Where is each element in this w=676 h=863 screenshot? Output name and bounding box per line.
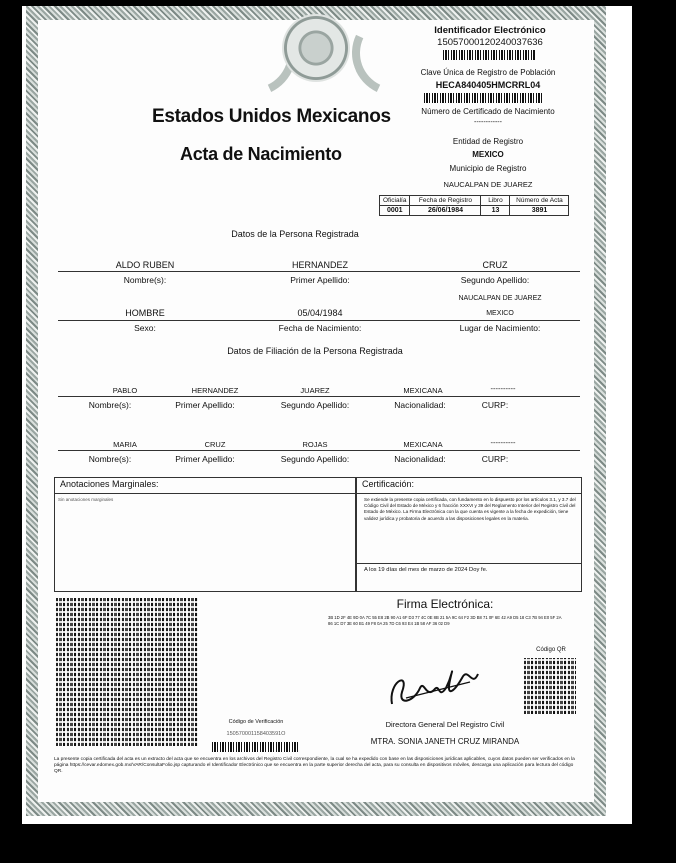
annotations-title: Anotaciones Marginales: — [60, 479, 159, 489]
birth-place-state: MEXICO — [486, 310, 514, 317]
verification-qr-code — [56, 598, 198, 746]
divider — [356, 563, 581, 564]
country-title: Estados Unidos Mexicanos — [152, 106, 391, 127]
verification-barcode — [212, 742, 298, 752]
parent2-name-label: Nombre(s): — [88, 454, 132, 464]
entity-label: Entidad de Registro — [452, 137, 524, 146]
qr-label: Código QR — [536, 647, 566, 653]
municipality-value: NAUCALPAN DE JUAREZ — [443, 180, 533, 189]
divider — [58, 271, 580, 272]
filiation-section-title: Datos de Filiación de la Persona Registrada — [227, 346, 403, 356]
footer-text: La presente copia certificada del acta es un extracto del acta que se encuentra en los archivos del Registro Civil correspondiente, la cual se ha expedido con base en las disposiciones jurídicas aplicables, cuyos datos pueden ser verificados en la página https://cevar.edomex.gob.mx/VAR/ConsultaFolio.jsp capturando el Identificador Electrónico que se encuentra en la parte superior derecha del acta, para su consulta en dispositivos móviles, descarga una aplicación para lectura del código QR. — [54, 757, 575, 775]
parent2-name: MARIA — [113, 440, 137, 449]
parent1-name-label: Nombre(s): — [88, 400, 132, 410]
divider — [58, 396, 580, 397]
divider — [58, 320, 580, 321]
national-seal-icon — [282, 14, 350, 82]
parent1-first-surname: HERNANDEZ — [191, 386, 239, 395]
person-sex: HOMBRE — [125, 308, 165, 318]
parent1-name: PABLO — [112, 386, 138, 395]
certification-title: Certificación: — [362, 479, 415, 489]
first-surname-label: Primer Apellido: — [290, 275, 350, 285]
registry-table — [379, 195, 569, 216]
signature-image — [380, 652, 500, 712]
second-surname-label: Segundo Apellido: — [460, 275, 530, 285]
person-second-surname: CRUZ — [482, 260, 508, 270]
name-label: Nombre(s): — [123, 275, 167, 285]
entity-value: MEXICO — [472, 150, 504, 159]
verification-label: Código de Verificación — [228, 719, 284, 725]
registry-value: 3891 — [510, 206, 569, 216]
person-section-title: Datos de la Persona Registrada — [231, 229, 359, 239]
parent1-curp-label: CURP: — [481, 400, 509, 410]
parent1-curp: ---------- — [490, 384, 516, 393]
parent2-second-surname: ROJAS — [302, 440, 328, 449]
parent2-nationality-label: Nacionalidad: — [394, 454, 446, 464]
person-name: ALDO RUBEN — [115, 260, 175, 270]
parent2-nationality: MEXICANA — [403, 440, 443, 449]
signer-title: Directora General Del Registro Civil — [385, 720, 505, 729]
parent2-first-label: Primer Apellido: — [175, 454, 235, 464]
certification-date: A los 19 días del mes de marzo de 2024 Doy fe. — [364, 567, 488, 573]
curp-value: HECA840405HMCRRL04 — [435, 80, 541, 90]
signature-title: Firma Electrónica: — [396, 597, 494, 611]
registry-header: Libro — [481, 196, 510, 206]
divider — [356, 493, 581, 494]
registry-header: Fecha de Registro — [410, 196, 481, 206]
curp-barcode — [424, 93, 544, 103]
annotations-box — [54, 477, 356, 592]
parent2-second-label: Segundo Apellido: — [280, 454, 350, 464]
id-barcode — [443, 50, 535, 60]
annotations-content: Sin anotaciones marginales — [58, 497, 114, 502]
parent1-nationality-label: Nacionalidad: — [394, 400, 446, 410]
signer-name: MTRA. SONIA JANETH CRUZ MIRANDA — [370, 737, 520, 746]
verification-value: 150570001158403591O — [226, 731, 286, 737]
divider — [58, 450, 580, 451]
parent1-second-label: Segundo Apellido: — [280, 400, 350, 410]
signature-qr-code — [524, 658, 576, 714]
registry-value: 0001 — [380, 206, 410, 216]
municipality-label: Municipio de Registro — [449, 164, 527, 173]
parent1-second-surname: JUAREZ — [300, 386, 330, 395]
registry-header: Número de Acta — [510, 196, 569, 206]
certification-text: Se extiende la presente copia certificada, con fundamento en lo dispuesto por los artículos 3.1, y 3.7 del Código Civil del Estado de México y 6 fracción XXXVI y 39 del Reglamento Interior del Registro Civil del Estado de México. La Firma Electrónica con la que cuenta es vigente a la fecha de expedición, tiene validez jurídica y probatoria de acuerdo a las disposiciones legales en la materia. — [364, 497, 576, 521]
person-birth-date: 05/04/1984 — [297, 308, 343, 318]
id-value: 15057000120240037636 — [437, 37, 543, 48]
registry-value: 13 — [481, 206, 510, 216]
registry-header: Oficialía — [380, 196, 410, 206]
cert-value: ------------ — [474, 119, 502, 126]
certification-box — [356, 477, 582, 592]
birth-place-municipality: NAUCALPAN DE JUAREZ — [458, 295, 542, 302]
parent1-first-label: Primer Apellido: — [175, 400, 235, 410]
cert-label: Número de Certificado de Nacimiento — [421, 107, 555, 116]
sex-label: Sexo: — [134, 323, 156, 333]
divider — [54, 493, 355, 494]
registry-value: 26/06/1984 — [410, 206, 481, 216]
birth-date-label: Fecha de Nacimiento: — [278, 323, 362, 333]
parent2-curp-label: CURP: — [481, 454, 509, 464]
document-title: Acta de Nacimiento — [180, 144, 342, 164]
id-label: Identificador Electrónico — [434, 25, 546, 36]
parent2-curp: ---------- — [490, 438, 516, 447]
curp-label: Clave Única de Registro de Población — [420, 68, 556, 77]
parent1-nationality: MEXICANA — [403, 386, 443, 395]
signature-hash: 3B 1D 2F 4E 9D 0A 7C 55 E8 2B 90 A1 6F D3 77 4C 0E 8B 21 5A 9C 64 F2 3D B8 71 0F 6E 42 A9 D5 18 C3 7B 94 E0 5F 2A 86 1C D7 3E 60 B1 49 F8 0A 25 7D C6 93 E4 1B 58 AF 36 02 D9 — [328, 615, 562, 626]
person-first-surname: HERNANDEZ — [291, 260, 348, 270]
parent2-first-surname: CRUZ — [204, 440, 226, 449]
birth-place-label: Lugar de Nacimiento: — [459, 323, 541, 333]
